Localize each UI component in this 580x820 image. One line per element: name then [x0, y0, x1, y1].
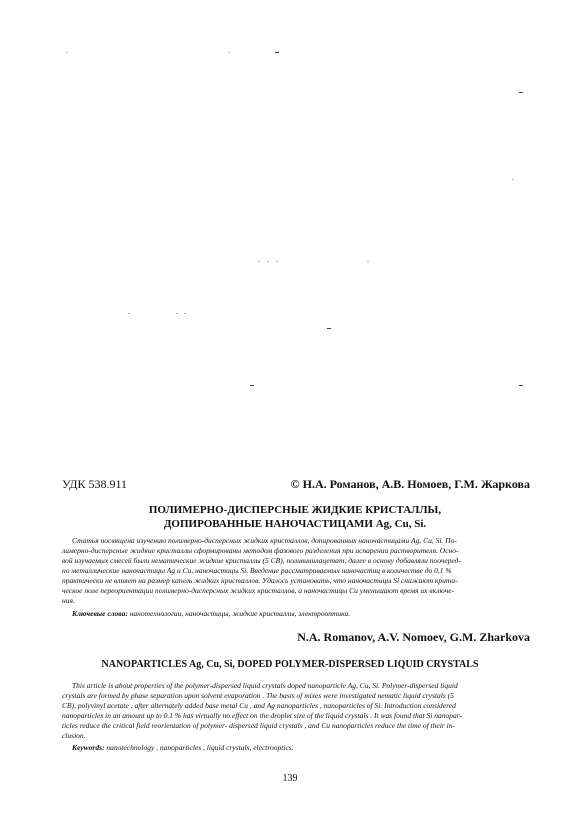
- abstract-english-line: ticles reduce the critical field reorientation of polymer- dispersed liquid crystals , and Cu nanoparticles reduce the time of their in-: [62, 721, 455, 730]
- abstract-russian: [62, 536, 530, 606]
- authors-english: N.A. Romanov, A.V. Nomoev, G.M. Zharkova: [297, 630, 530, 644]
- title-russian-line-1: ПОЛИМЕРНО-ДИСПЕРСНЫЕ ЖИДКИЕ КРИСТАЛЛЫ,: [148, 504, 442, 516]
- keywords-english: [72, 743, 530, 752]
- scan-speck: [275, 52, 279, 53]
- scan-speck: .: [512, 173, 514, 182]
- keywords-english-text: nanotechnology , nanoparticles , liquid crystals, electrooptics.: [104, 743, 294, 752]
- abstract-russian-line: Статья посвящена изучению полимерно-дисперсных жидких кристаллов, допированных наночастицами Ag, Cu, Si. По-: [72, 536, 457, 545]
- keywords-english-label: Keywords:: [72, 743, 105, 752]
- abstract-english-line: This article is about properties of the polymer-dispersed liquid crystals doped nanoparticle Ag, Cu, Si. Polymer-dispersed liquid: [72, 681, 458, 690]
- abstract-russian-line: лимерно-дисперсные жидкие кристаллы сформированы методом фазового разделения при испарении растворителя. Осно-: [62, 546, 459, 555]
- scan-speck: .: [228, 46, 230, 55]
- scan-speck: [327, 328, 331, 329]
- page-number: 139: [282, 773, 298, 784]
- scan-speck: .: [258, 255, 260, 264]
- article-header: [62, 477, 530, 493]
- scan-speck: .: [66, 46, 68, 55]
- scan-speck: .: [267, 255, 269, 264]
- abstract-russian-line: вой изучаемых смесей были нематические жидкие кристаллы (5 CB), поливинилацетат, далее в основу добавляли поочеред-: [62, 556, 461, 565]
- abstract-english: [62, 681, 530, 741]
- udk-code: УДК 538.911: [62, 477, 128, 491]
- scan-speck: .: [176, 307, 178, 316]
- abstract-russian-line: но металлические наночастицы Ag и Cu, наночастицы Si. Введение рассматриваемых наночастиц в количестве до 0,1 %: [62, 566, 452, 575]
- scan-speck: [519, 385, 523, 386]
- scan-speck: .: [276, 255, 278, 264]
- title-russian-line-2: ДОПИРОВАННЫЕ НАНОЧАСТИЦАМИ Ag, Cu, Si.: [163, 518, 427, 530]
- keywords-russian-text: нанотехнологии, наночастицы, жидкие кристаллы, электрооптика.: [127, 609, 351, 618]
- abstract-english-line: nanoparticles in an amount up to 0.1 % has virtually no effect on the droplet size of the liquid crystals . It was found that Si nanopar-: [62, 711, 462, 720]
- abstract-russian-line: ческое поле переориентации полимерно-дисперсных жидких кристаллов, а наночастицы Cu уменьшают время их включе-: [62, 586, 455, 595]
- scan-speck: .: [367, 255, 369, 264]
- authors-russian: © Н.А. Романов, А.В. Номоев, Г.М. Жаркова: [290, 477, 530, 491]
- abstract-english-line: crystals are formed by phase separation upon solvent evaporation . The basis of mixes were investigated nematic liquid crystals (5: [62, 691, 454, 700]
- title-russian: [60, 503, 530, 531]
- abstract-russian-line: ния.: [62, 596, 75, 605]
- scan-speck: .: [128, 307, 130, 316]
- abstract-english-line: CB), polyvinyl acetate , after alternately added base metal Cu , and Ag nanoparticles , nanoparticles of Si. Introduction considered: [62, 701, 456, 710]
- scan-speck: [519, 92, 523, 93]
- abstract-russian-line: практически не влияет на размер капель жидких кристаллов. Удалось установить, что наночастицы Si снижают крити-: [62, 576, 458, 585]
- scan-speck: .: [184, 307, 186, 316]
- scan-speck: [250, 385, 254, 386]
- title-english: NANOPARTICLES Ag, Cu, Si, DOPED POLYMER-DISPERSED LIQUID CRYSTALS: [101, 659, 479, 670]
- abstract-english-line: clusion.: [62, 731, 86, 740]
- keywords-russian-label: Ключевые слова:: [72, 609, 128, 618]
- keywords-russian: [72, 609, 530, 618]
